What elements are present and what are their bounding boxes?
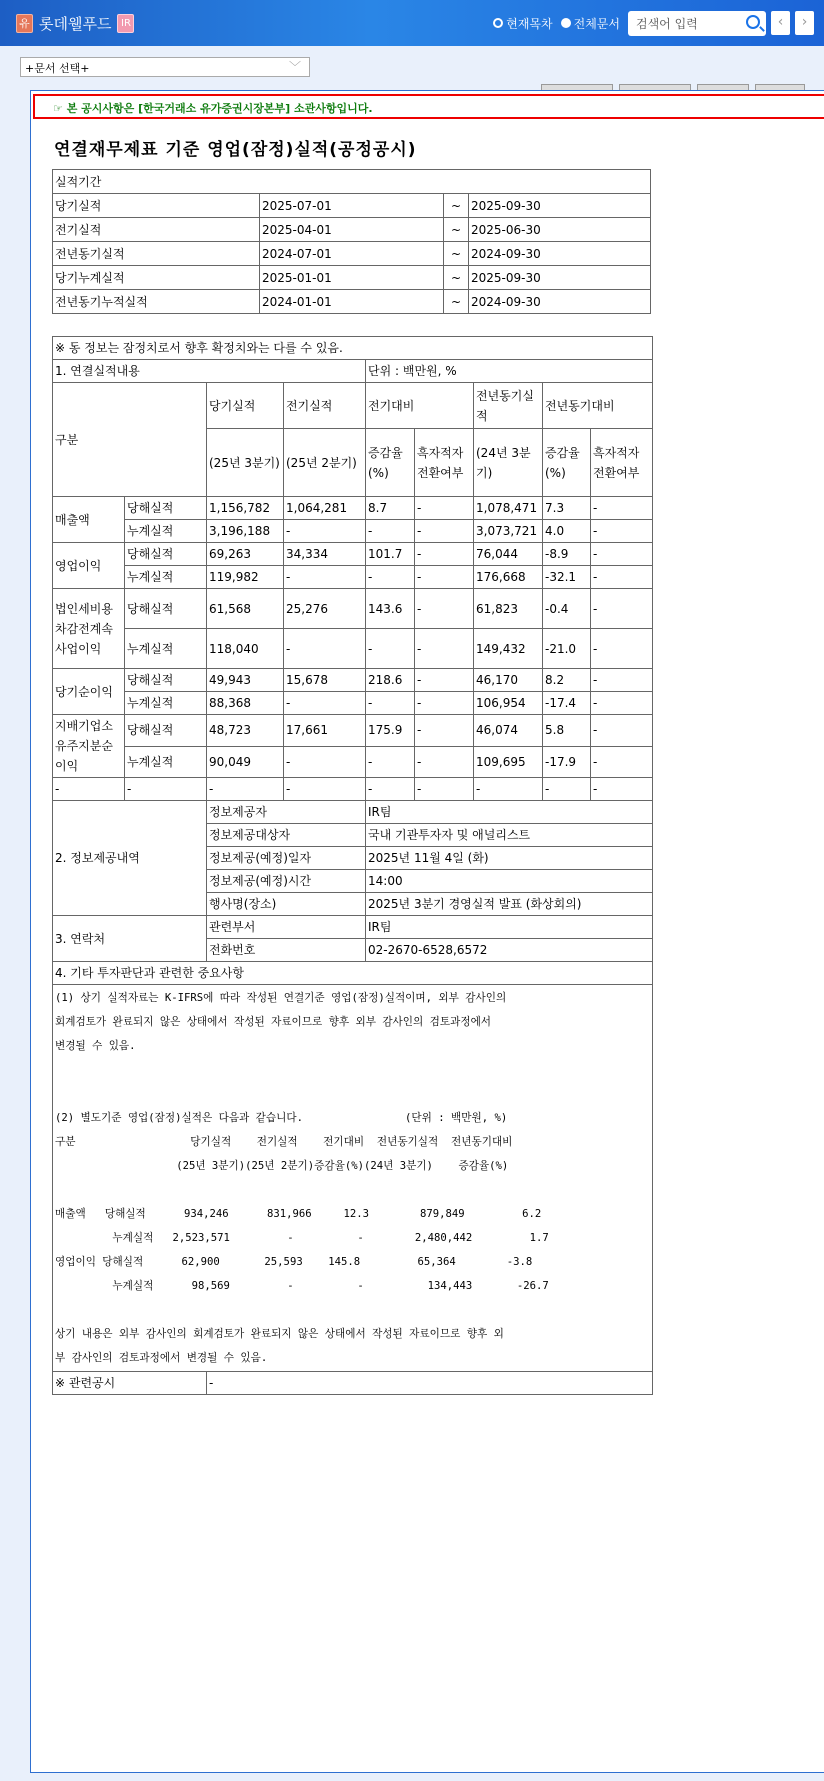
- value-cell: 3,073,721: [474, 520, 543, 543]
- value-cell: -: [591, 669, 653, 692]
- value-cell: -: [591, 715, 653, 747]
- value-cell: -: [366, 746, 415, 778]
- value-cell: 46,170: [474, 669, 543, 692]
- value-cell: 61,823: [474, 589, 543, 629]
- value-cell: 25,276: [284, 589, 366, 629]
- notice-banner: ☞ 본 공시사항은 [한국거래소 유가증권시장본부] 소관사항입니다.: [33, 94, 824, 119]
- info-value: IR팀: [366, 801, 653, 824]
- table-row: [53, 801, 653, 824]
- next-button[interactable]: ›: [795, 11, 814, 35]
- ir-badge-icon: IR: [117, 14, 134, 33]
- value-cell: 8.7: [366, 497, 415, 520]
- value-cell: -: [415, 520, 474, 543]
- document-select[interactable]: [20, 57, 310, 77]
- value-cell: 3,196,188: [207, 520, 284, 543]
- contact-value: 02-2670-6528,6572: [366, 939, 653, 962]
- value-cell: -: [366, 629, 415, 669]
- period-label: 당기누계실적: [53, 266, 260, 290]
- col-header-current: 당기실적: [207, 383, 284, 429]
- value-cell: -: [591, 746, 653, 778]
- value-cell: 106,954: [474, 692, 543, 715]
- value-cell: -: [366, 566, 415, 589]
- table-row: [53, 778, 653, 801]
- period-separator: ~: [444, 218, 469, 242]
- table-row: [53, 916, 653, 939]
- value-cell: 7.3: [543, 497, 591, 520]
- contact-label: 전화번호: [207, 939, 366, 962]
- row-type-label: 누계실적: [125, 566, 207, 589]
- table-row: [53, 360, 653, 383]
- period-separator: ~: [444, 290, 469, 314]
- value-cell: 109,695: [474, 746, 543, 778]
- document-select-value: +문서 선택+: [25, 62, 90, 75]
- value-cell: -: [415, 497, 474, 520]
- period-to: 2024-09-30: [469, 242, 651, 266]
- important-notes-body: (1) 상기 실적자료는 K-IFRS에 따라 작성된 연결기준 영업(잠정)실적이며, 외부 감사인의 회계검토가 완료되지 않은 상태에서 작성된 자료이므로 향후 외부 감사인의 검토과정에서 변경될 수 있음. (2) 별도기준 영업(잠정)실적은 다음과 같습니다. (단위 : 백만원, %) 구분 당기실적 전기실적 전기대비 전년동기실적 전년동기대비 (25년 3분기)(25년 2분기)증감율(%)(24년 3분기) 증감율(%) 매출액 당해실적 934,246 831,966 12.3 879,849 6.2 누계실적 2,523,571 - - 2,480,442 1.7 영업이익 당해실적 62,900 25,593 145.8 65,364 -3.8 누계실적 98,569 - - 134,443 -26.7 상기 내용은 외부 감사인의 회계검토가 완료되지 않은 상태에서 작성된 자료이므로 향후 외 부 감사인의 검토과정에서 변경될 수 있음.: [53, 985, 653, 1372]
- value-cell: 118,040: [207, 629, 284, 669]
- row-group-label: 지배기업소유주지분순이익: [53, 715, 125, 778]
- related-disclosure-value: -: [207, 1372, 653, 1395]
- row-type-label: 누계실적: [125, 746, 207, 778]
- value-cell: 90,049: [207, 746, 284, 778]
- value-cell: 4.0: [543, 520, 591, 543]
- period-header: 실적기간: [53, 170, 651, 194]
- period-from: 2025-07-01: [260, 194, 444, 218]
- info-value: 14:00: [366, 870, 653, 893]
- col-subheader: 증감율(%): [543, 429, 591, 497]
- top-header: [0, 0, 824, 46]
- section-4-title: 4. 기타 투자판단과 관련한 중요사항: [53, 962, 653, 985]
- col-subheader: 흑자적자전환여부: [415, 429, 474, 497]
- row-group-label: 법인세비용차감전계속사업이익: [53, 589, 125, 669]
- value-cell: -: [591, 629, 653, 669]
- period-separator: ~: [444, 242, 469, 266]
- value-cell: 119,982: [207, 566, 284, 589]
- radio-label: 현재목차: [506, 16, 553, 31]
- value-cell: 143.6: [366, 589, 415, 629]
- value-cell: -: [415, 543, 474, 566]
- empty-cell: -: [543, 778, 591, 801]
- table-row: [53, 746, 653, 778]
- section-2-title: 2. 정보제공내역: [53, 801, 207, 916]
- col-header-category: 구분: [53, 383, 207, 497]
- row-type-label: 당해실적: [125, 589, 207, 629]
- period-label: 전년동기누적실적: [53, 290, 260, 314]
- value-cell: -: [284, 746, 366, 778]
- related-disclosure-label: ※ 관련공시: [53, 1372, 207, 1395]
- table-row: [53, 170, 651, 194]
- info-label: 정보제공대상자: [207, 824, 366, 847]
- radio-icon[interactable]: [561, 18, 571, 28]
- contact-label: 관련부서: [207, 916, 366, 939]
- value-cell: -8.9: [543, 543, 591, 566]
- value-cell: 218.6: [366, 669, 415, 692]
- value-cell: -: [415, 746, 474, 778]
- value-cell: -: [591, 520, 653, 543]
- value-cell: -: [591, 497, 653, 520]
- value-cell: -: [415, 692, 474, 715]
- value-cell: -: [415, 629, 474, 669]
- empty-cell: -: [125, 778, 207, 801]
- empty-cell: -: [366, 778, 415, 801]
- company-name[interactable]: 롯데웰푸드: [39, 14, 112, 33]
- col-header-yoy: 전년동기실적: [474, 383, 543, 429]
- value-cell: 34,334: [284, 543, 366, 566]
- table-row: [53, 266, 651, 290]
- table-row: [53, 543, 653, 566]
- document-frame: [30, 90, 824, 1773]
- value-cell: 149,432: [474, 629, 543, 669]
- table-row: [53, 692, 653, 715]
- value-cell: 175.9: [366, 715, 415, 747]
- value-cell: -: [591, 566, 653, 589]
- value-cell: 8.2: [543, 669, 591, 692]
- value-cell: 101.7: [366, 543, 415, 566]
- row-group-label: 당기순이익: [53, 669, 125, 715]
- info-value: 2025년 3분기 경영실적 발표 (화상회의): [366, 893, 653, 916]
- info-value: 2025년 11월 4일 (화): [366, 847, 653, 870]
- empty-cell: -: [207, 778, 284, 801]
- table-row: [53, 337, 653, 360]
- value-cell: 61,568: [207, 589, 284, 629]
- value-cell: -: [366, 692, 415, 715]
- value-cell: 17,661: [284, 715, 366, 747]
- table-row: [53, 589, 653, 629]
- value-cell: -: [591, 692, 653, 715]
- radio-all-documents[interactable]: [561, 15, 620, 32]
- table-row: [53, 242, 651, 266]
- search-icon[interactable]: [746, 15, 760, 29]
- value-cell: -: [415, 669, 474, 692]
- row-type-label: 당해실적: [125, 669, 207, 692]
- col-header-vs-yoy: 전년동기대비: [543, 383, 653, 429]
- value-cell: -: [284, 692, 366, 715]
- info-label: 행사명(장소): [207, 893, 366, 916]
- value-cell: -: [415, 589, 474, 629]
- table-row: [53, 290, 651, 314]
- period-from: 2024-07-01: [260, 242, 444, 266]
- disclaimer-note: ※ 동 정보는 잠정치로서 향후 확정치와는 다를 수 있음.: [53, 337, 653, 360]
- value-cell: -: [415, 715, 474, 747]
- brand: [16, 13, 134, 34]
- row-type-label: 누계실적: [125, 629, 207, 669]
- value-cell: -21.0: [543, 629, 591, 669]
- section-3-title: 3. 연락처: [53, 916, 207, 962]
- value-cell: 46,074: [474, 715, 543, 747]
- empty-cell: -: [591, 778, 653, 801]
- value-cell: -: [284, 520, 366, 543]
- table-row: [53, 962, 653, 985]
- value-cell: 49,943: [207, 669, 284, 692]
- page-title: 연결재무제표 기준 영업(잠정)실적(공정공시): [54, 140, 417, 160]
- value-cell: -: [284, 629, 366, 669]
- period-from: 2025-04-01: [260, 218, 444, 242]
- value-cell: -: [366, 520, 415, 543]
- period-label: 전기실적: [53, 218, 260, 242]
- radio-current-section[interactable]: [493, 15, 552, 32]
- col-header-previous: 전기실적: [284, 383, 366, 429]
- period-to: 2024-09-30: [469, 290, 651, 314]
- value-cell: 1,156,782: [207, 497, 284, 520]
- table-row: [53, 218, 651, 242]
- empty-cell: -: [284, 778, 366, 801]
- period-from: 2024-01-01: [260, 290, 444, 314]
- period-to: 2025-09-30: [469, 194, 651, 218]
- unit-label: 단위 : 백만원, %: [366, 360, 653, 383]
- header-tools: [493, 11, 814, 36]
- table-row: [53, 669, 653, 692]
- col-subheader: (24년 3분기): [474, 429, 543, 497]
- value-cell: -0.4: [543, 589, 591, 629]
- table-row: [53, 194, 651, 218]
- row-type-label: 당해실적: [125, 543, 207, 566]
- value-cell: 69,263: [207, 543, 284, 566]
- value-cell: -: [591, 589, 653, 629]
- col-subheader: (25년 3분기): [207, 429, 284, 497]
- col-subheader: 증감율(%): [366, 429, 415, 497]
- col-subheader: (25년 2분기): [284, 429, 366, 497]
- info-label: 정보제공(예정)일자: [207, 847, 366, 870]
- period-label: 전년동기실적: [53, 242, 260, 266]
- value-cell: 76,044: [474, 543, 543, 566]
- table-row: [53, 566, 653, 589]
- table-row: [53, 520, 653, 543]
- empty-cell: -: [415, 778, 474, 801]
- table-row: [53, 1372, 653, 1395]
- company-logo-icon: 유: [16, 14, 33, 33]
- info-label: 정보제공자: [207, 801, 366, 824]
- col-subheader: 흑자적자전환여부: [591, 429, 653, 497]
- radio-label: 전체문서: [573, 16, 620, 31]
- table-row: [53, 985, 653, 1372]
- value-cell: -: [415, 566, 474, 589]
- value-cell: 176,668: [474, 566, 543, 589]
- value-cell: 5.8: [543, 715, 591, 747]
- col-header-vs-previous: 전기대비: [366, 383, 474, 429]
- period-table: [52, 169, 651, 314]
- period-separator: ~: [444, 194, 469, 218]
- period-separator: ~: [444, 266, 469, 290]
- search-placeholder: 검색어 입력: [636, 16, 698, 31]
- results-table: [52, 336, 653, 1395]
- value-cell: 1,078,471: [474, 497, 543, 520]
- value-cell: 1,064,281: [284, 497, 366, 520]
- value-cell: -32.1: [543, 566, 591, 589]
- value-cell: 88,368: [207, 692, 284, 715]
- radio-icon[interactable]: [493, 18, 503, 28]
- table-row: [53, 497, 653, 520]
- info-label: 정보제공(예정)시간: [207, 870, 366, 893]
- section-1-title: 1. 연결실적내용: [53, 360, 366, 383]
- value-cell: -17.4: [543, 692, 591, 715]
- period-label: 당기실적: [53, 194, 260, 218]
- value-cell: -: [284, 566, 366, 589]
- value-cell: 15,678: [284, 669, 366, 692]
- table-row: [53, 383, 653, 429]
- period-to: 2025-09-30: [469, 266, 651, 290]
- value-cell: -: [591, 543, 653, 566]
- info-value: 국내 기관투자자 및 애널리스트: [366, 824, 653, 847]
- period-from: 2025-01-01: [260, 266, 444, 290]
- contact-value: IR팀: [366, 916, 653, 939]
- chevron-down-icon: ﹀: [288, 60, 301, 74]
- search-input[interactable]: [628, 11, 766, 36]
- table-row: [53, 715, 653, 747]
- row-type-label: 당해실적: [125, 497, 207, 520]
- row-group-label: 매출액: [53, 497, 125, 543]
- table-row: [53, 629, 653, 669]
- period-to: 2025-06-30: [469, 218, 651, 242]
- prev-button[interactable]: ‹: [771, 11, 790, 35]
- empty-cell: -: [474, 778, 543, 801]
- value-cell: -17.9: [543, 746, 591, 778]
- row-type-label: 당해실적: [125, 715, 207, 747]
- value-cell: 48,723: [207, 715, 284, 747]
- empty-cell: -: [53, 778, 125, 801]
- row-type-label: 누계실적: [125, 520, 207, 543]
- row-type-label: 누계실적: [125, 692, 207, 715]
- row-group-label: 영업이익: [53, 543, 125, 589]
